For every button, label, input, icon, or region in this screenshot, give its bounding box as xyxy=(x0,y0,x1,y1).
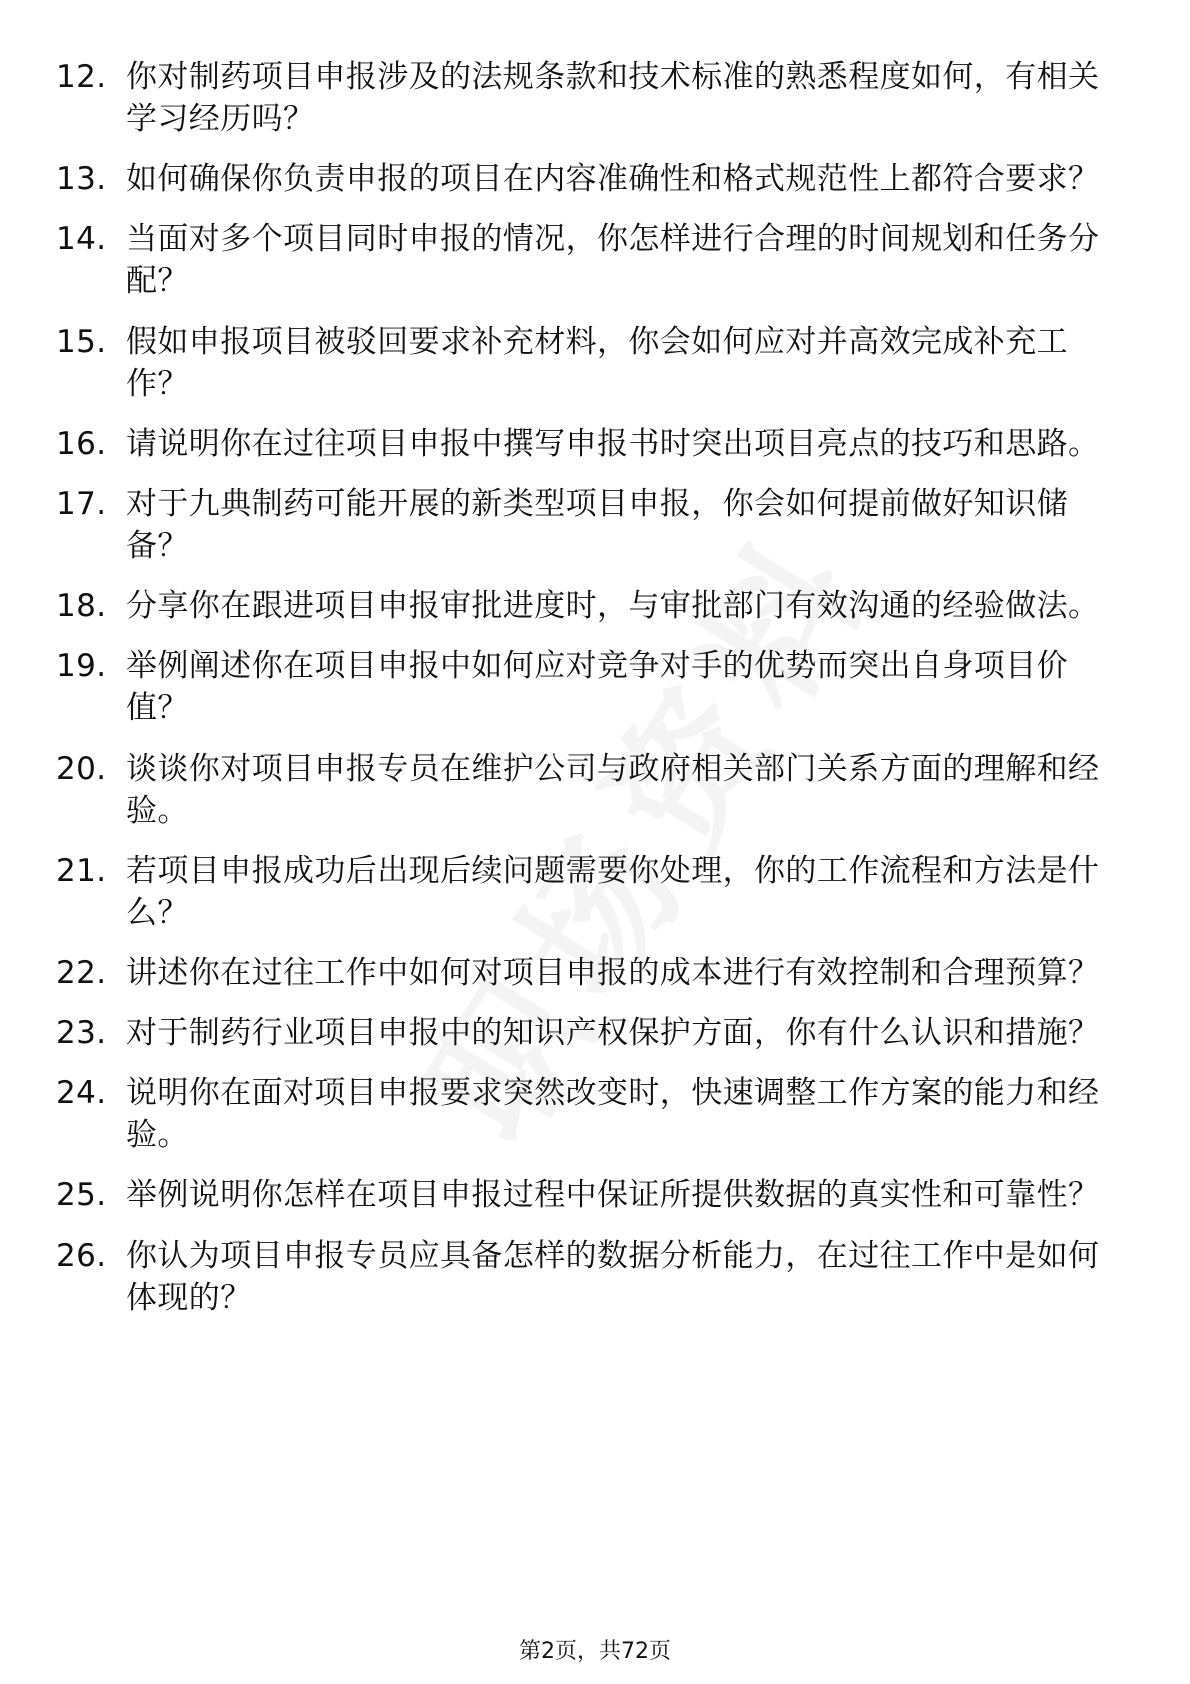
question-list xyxy=(56,56,1116,1337)
question-number: 15. xyxy=(56,323,107,360)
question-text: 分享你在跟进项目申报审批进度时，与审批部门有效沟通的经验做法。 xyxy=(126,588,1100,625)
question-number: 12. xyxy=(56,59,107,95)
question-number: 22. xyxy=(56,954,107,991)
list-item xyxy=(56,321,1116,405)
question-number: 25. xyxy=(56,1177,107,1214)
list-item xyxy=(56,585,1116,627)
list-item xyxy=(56,1235,1116,1319)
question-text: 对于制药行业项目申报中的知识产权保护方面，你有什么认识和措施？ xyxy=(126,1015,1100,1052)
question-number: 21. xyxy=(56,852,107,889)
question-text: 若项目申报成功后出现后续问题需要你处理，你的工作流程和方法是什么？ xyxy=(126,852,1100,931)
question-text: 举例阐述你在项目申报中如何应对竞争对手的优势而突出自身项目价值？ xyxy=(126,648,1068,727)
list-item xyxy=(56,645,1116,729)
question-text: 谈谈你对项目申报专员在维护公司与政府相关部门关系方面的理解和经验。 xyxy=(126,750,1100,829)
list-item xyxy=(56,1174,1116,1216)
list-item xyxy=(56,850,1116,934)
list-item xyxy=(56,952,1116,994)
question-number: 19. xyxy=(56,648,107,685)
question-text: 对于九典制药可能开展的新类型项目申报，你会如何提前做好知识储备？ xyxy=(126,485,1068,564)
list-item xyxy=(56,1072,1116,1156)
list-item xyxy=(56,748,1116,832)
question-text: 当面对多个项目同时申报的情况，你怎样进行合理的时间规划和任务分配？ xyxy=(126,221,1100,300)
page-number: 第2页，共72页 xyxy=(519,1639,671,1664)
list-item xyxy=(56,423,1116,465)
question-number: 24. xyxy=(56,1075,107,1112)
list-item xyxy=(56,158,1116,200)
question-number: 18. xyxy=(56,588,107,625)
question-number: 20. xyxy=(56,750,107,787)
question-text: 请说明你在过往项目申报中撰写申报书时突出项目亮点的技巧和思路。 xyxy=(126,425,1100,462)
question-text: 假如申报项目被驳回要求补充材料，你会如何应对并高效完成补充工作？ xyxy=(126,323,1068,402)
question-text: 讲述你在过往工作中如何对项目申报的成本进行有效控制和合理预算？ xyxy=(126,954,1100,991)
question-number: 13. xyxy=(56,161,107,198)
list-item xyxy=(56,218,1116,302)
question-number: 16. xyxy=(56,425,107,462)
question-number: 17. xyxy=(56,485,107,522)
list-item xyxy=(56,483,1116,567)
question-text: 举例说明你怎样在项目申报过程中保证所提供数据的真实性和可靠性？ xyxy=(126,1177,1100,1214)
question-text: 你对制药项目申报涉及的法规条款和技术标准的熟悉程度如何，有相关学习经历吗？ xyxy=(126,59,1100,137)
question-number: 14. xyxy=(56,221,107,258)
list-item xyxy=(56,1012,1116,1054)
question-text: 说明你在面对项目申报要求突然改变时，快速调整工作方案的能力和经验。 xyxy=(126,1075,1100,1154)
question-text: 你认为项目申报专员应具备怎样的数据分析能力，在过往工作中是如何体现的？ xyxy=(126,1237,1100,1316)
question-text: 如何确保你负责申报的项目在内容准确性和格式规范性上都符合要求？ xyxy=(126,161,1100,198)
list-item xyxy=(56,56,1116,140)
question-number: 23. xyxy=(56,1015,107,1052)
question-number: 26. xyxy=(56,1237,107,1274)
